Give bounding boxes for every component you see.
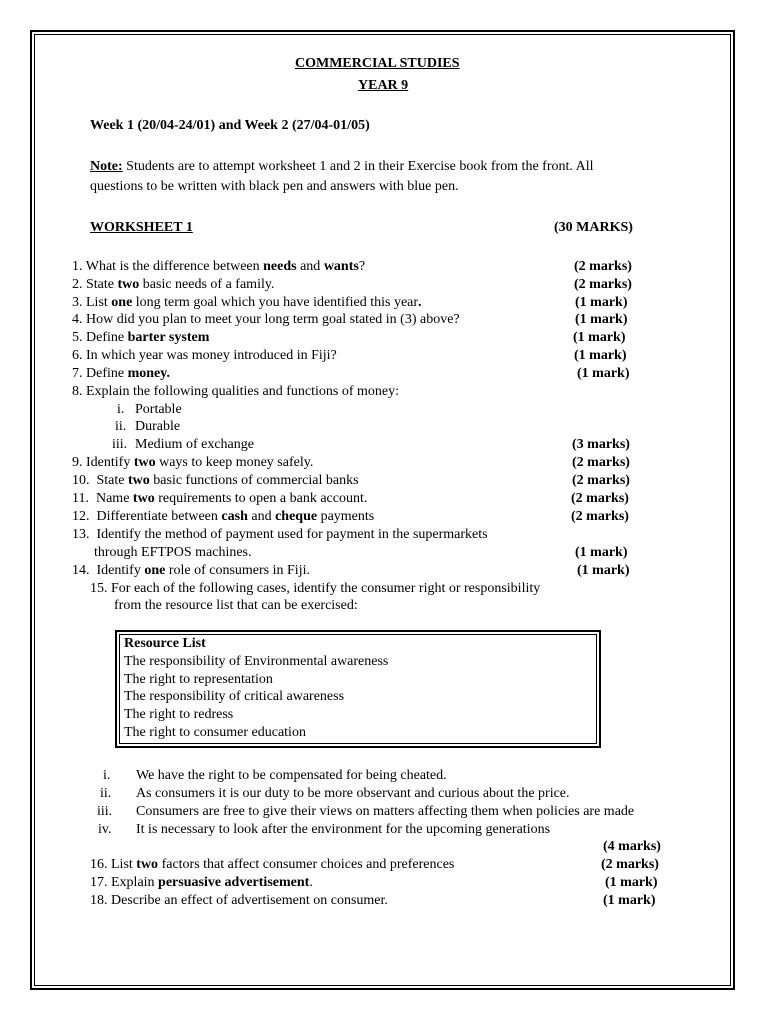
question-9-marks: (2 marks): [572, 455, 630, 470]
question-7-marks: (1 mark): [577, 366, 630, 381]
question-12-marks: (2 marks): [571, 509, 629, 524]
question-8-marks: (3 marks): [572, 437, 630, 452]
question-13-marks: (1 mark): [575, 545, 628, 560]
question-18: 18. Describe an effect of advertisement on consumer.: [90, 893, 388, 908]
worksheet-title: WORKSHEET 1: [90, 220, 193, 235]
question-4: 4. How did you plan to meet your long term goal stated in (3) above?: [72, 312, 460, 327]
question-14-marks: (1 mark): [577, 563, 630, 578]
question-16-marks: (2 marks): [601, 857, 659, 872]
resource-list-item: The right to representation: [124, 672, 273, 687]
question-18-marks: (1 mark): [603, 893, 656, 908]
question-7: 7. Define money.: [72, 366, 170, 381]
question-8-ii-number: ii.: [115, 419, 127, 434]
document-year: YEAR 9: [358, 78, 409, 93]
question-17-marks: (1 mark): [605, 875, 658, 890]
case-iii-number: iii.: [97, 804, 113, 819]
question-5-marks: (1 mark): [573, 330, 626, 345]
resource-list-item: The responsibility of critical awareness: [124, 689, 345, 704]
question-15-marks: (4 marks): [603, 839, 661, 854]
question-9: 9. Identify two ways to keep money safely.: [72, 455, 314, 470]
document-title: COMMERCIAL STUDIES: [295, 56, 460, 71]
question-3: 3. List one long term goal which you have identified this year.: [72, 295, 422, 310]
question-15-line-1: 15. For each of the following cases, identify the consumer right or responsibility: [90, 581, 541, 596]
resource-list-item: The right to redress: [124, 707, 234, 722]
question-13-line-1: 13. Identify the method of payment used for payment in the supermarkets: [72, 527, 488, 542]
note-line-2: questions to be written with black pen and answers with blue pen.: [90, 179, 459, 194]
question-11-marks: (2 marks): [571, 491, 629, 506]
question-16: 16. List two factors that affect consumer choices and preferences: [90, 857, 455, 872]
question-8-i-number: i.: [117, 402, 125, 417]
week-range: Week 1 (20/04-24/01) and Week 2 (27/04-01/05): [90, 118, 370, 133]
question-8-ii: Durable: [135, 419, 181, 434]
resource-list-item: The right to consumer education: [124, 725, 306, 740]
case-iv-number: iv.: [98, 822, 112, 837]
question-10: 10. State two basic functions of commercial banks: [72, 473, 359, 488]
question-3-marks: (1 mark): [575, 295, 628, 310]
question-6-marks: (1 mark): [574, 348, 627, 363]
case-ii: As consumers it is our duty to be more observant and curious about the price.: [136, 786, 570, 801]
case-ii-number: ii.: [100, 786, 112, 801]
resource-list-title: Resource List: [124, 636, 206, 651]
question-10-marks: (2 marks): [572, 473, 630, 488]
case-iv: It is necessary to look after the environment for the upcoming generations: [136, 822, 551, 837]
question-8-iii: Medium of exchange: [135, 437, 254, 452]
question-6: 6. In which year was money introduced in Fiji?: [72, 348, 337, 363]
question-1: 1. What is the difference between needs and wants?: [72, 259, 366, 274]
question-4-marks: (1 mark): [575, 312, 628, 327]
question-14: 14. Identify one role of consumers in Fiji.: [72, 563, 310, 578]
resource-list-item: The responsibility of Environmental awareness: [124, 654, 389, 669]
question-17: 17. Explain persuasive advertisement.: [90, 875, 313, 890]
question-8: 8. Explain the following qualities and functions of money:: [72, 384, 399, 399]
question-2: 2. State two basic needs of a family.: [72, 277, 275, 292]
question-8-i: Portable: [135, 402, 182, 417]
question-5: 5. Define barter system: [72, 330, 210, 345]
question-13-line-2: through EFTPOS machines.: [94, 545, 252, 560]
question-2-marks: (2 marks): [574, 277, 632, 292]
question-1-marks: (2 marks): [574, 259, 632, 274]
question-8-iii-number: iii.: [112, 437, 128, 452]
question-11: 11. Name two requirements to open a bank account.: [72, 491, 368, 506]
worksheet-total-marks: (30 MARKS): [554, 220, 633, 235]
question-12: 12. Differentiate between cash and cheque payments: [72, 509, 375, 524]
note-label: Note:: [90, 159, 123, 174]
case-iii: Consumers are free to give their views on matters affecting them when policies are made: [136, 804, 635, 819]
note-line-1: Note: Students are to attempt worksheet 1 and 2 in their Exercise book from the front. All: [90, 159, 594, 174]
case-i: We have the right to be compensated for being cheated.: [136, 768, 447, 783]
case-i-number: i.: [103, 768, 111, 783]
question-15-line-2: from the resource list that can be exercised:: [114, 598, 358, 613]
